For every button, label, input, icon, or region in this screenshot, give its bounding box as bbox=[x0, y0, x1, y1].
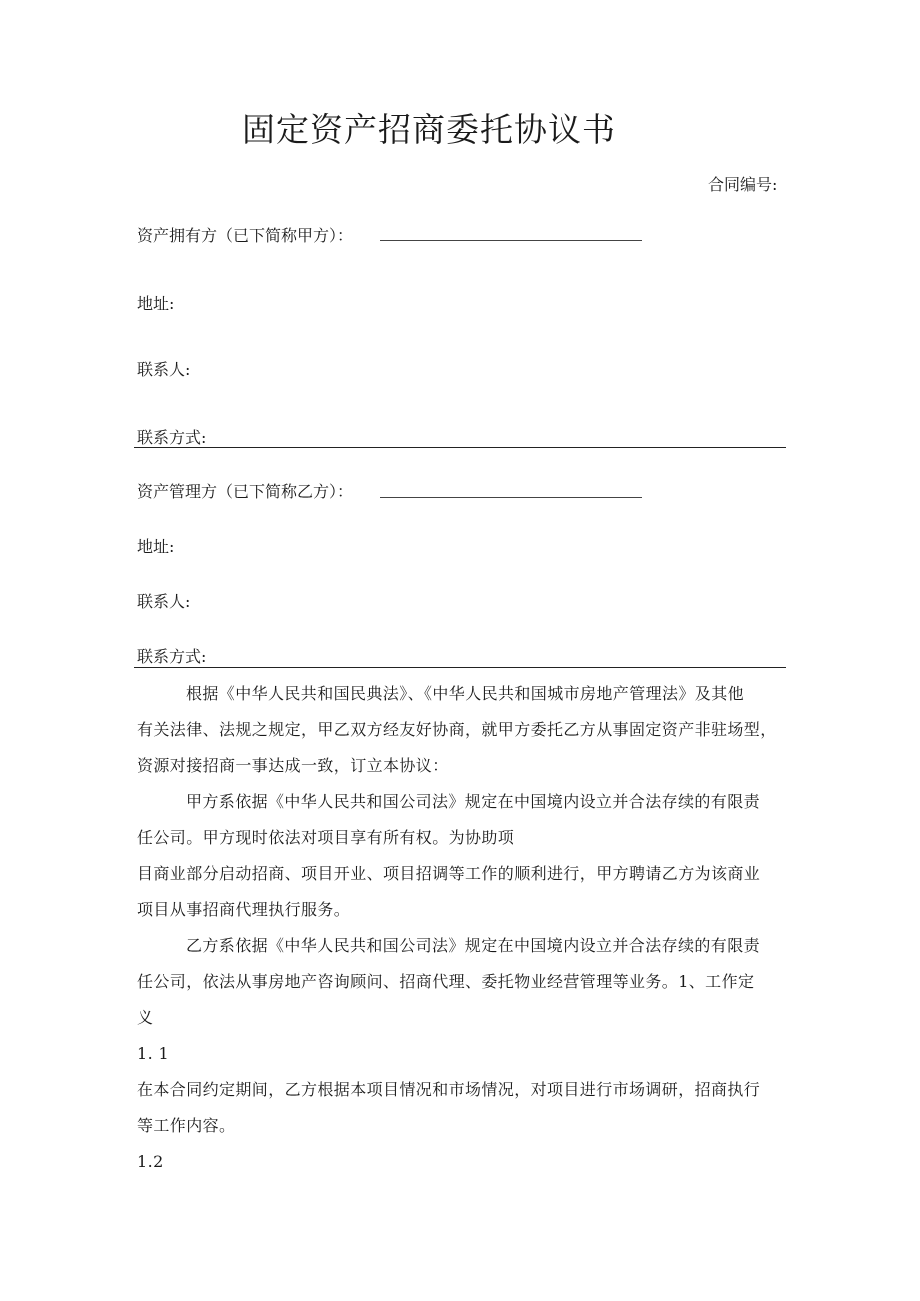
paragraph-2-line-3: 目商业部分启动招商、项目开业、项目招调等工作的顺利进行，甲方聘请乙方为该商业 bbox=[137, 864, 761, 883]
party-a-contact-label: 联系人: bbox=[137, 360, 191, 379]
document-title: 固定资产招商委托协议书 bbox=[242, 110, 616, 149]
party-b-manager-field[interactable] bbox=[380, 497, 642, 498]
paragraph-2-line-4: 项目从事招商代理执行服务。 bbox=[137, 900, 351, 919]
paragraph-2-line-1: 甲方系依据《中华人民共和国公司法》规定在中国境内设立并合法存续的有限责 bbox=[186, 792, 761, 811]
party-a-divider bbox=[134, 447, 786, 448]
paragraph-3-line-1: 乙方系依据《中华人民共和国公司法》规定在中国境内设立并合法存续的有限责 bbox=[186, 936, 761, 955]
party-b-manager-label: 资产管理方（已下简称乙方）： bbox=[137, 482, 354, 501]
party-a-owner-field[interactable] bbox=[380, 240, 642, 241]
section-1-2-number: 1.2 bbox=[137, 1152, 164, 1171]
party-b-divider bbox=[134, 667, 786, 668]
section-1-1-number: 1. 1 bbox=[137, 1044, 170, 1063]
contract-number-label: 合同编号: bbox=[708, 175, 778, 194]
paragraph-1-line-3: 资源对接招商一事达成一致，订立本协议： bbox=[137, 756, 449, 775]
party-a-phone-label: 联系方式: bbox=[137, 428, 207, 447]
paragraph-2-line-2: 任公司。甲方现时依法对项目享有所有权。为协助项 bbox=[137, 828, 515, 847]
section-1-1-line-2: 等工作内容。 bbox=[137, 1116, 236, 1135]
party-b-contact-label: 联系人: bbox=[137, 592, 191, 611]
section-1-1-line-1: 在本合同约定期间，乙方根据本项目情况和市场情况，对项目进行市场调研，招商执行 bbox=[137, 1080, 761, 1099]
paragraph-1-line-1: 根据《中华人民共和国民典法》、《中华人民共和国城市房地产管理法》及其他 bbox=[186, 684, 745, 703]
paragraph-3-line-3: 义 bbox=[137, 1008, 154, 1027]
party-a-owner-label: 资产拥有方（已下简称甲方）： bbox=[137, 226, 354, 245]
paragraph-3-line-2: 任公司，依法从事房地产咨询顾问、招商代理、委托物业经营管理等业务。1、工作定 bbox=[137, 972, 755, 991]
party-b-address-label: 地址: bbox=[137, 537, 175, 556]
party-a-address-label: 地址: bbox=[137, 294, 175, 313]
party-b-phone-label: 联系方式: bbox=[137, 647, 207, 666]
paragraph-1-line-2: 有关法律、法规之规定，甲乙双方经友好协商，就甲方委托乙方从事固定资产非驻场型， bbox=[137, 720, 777, 739]
